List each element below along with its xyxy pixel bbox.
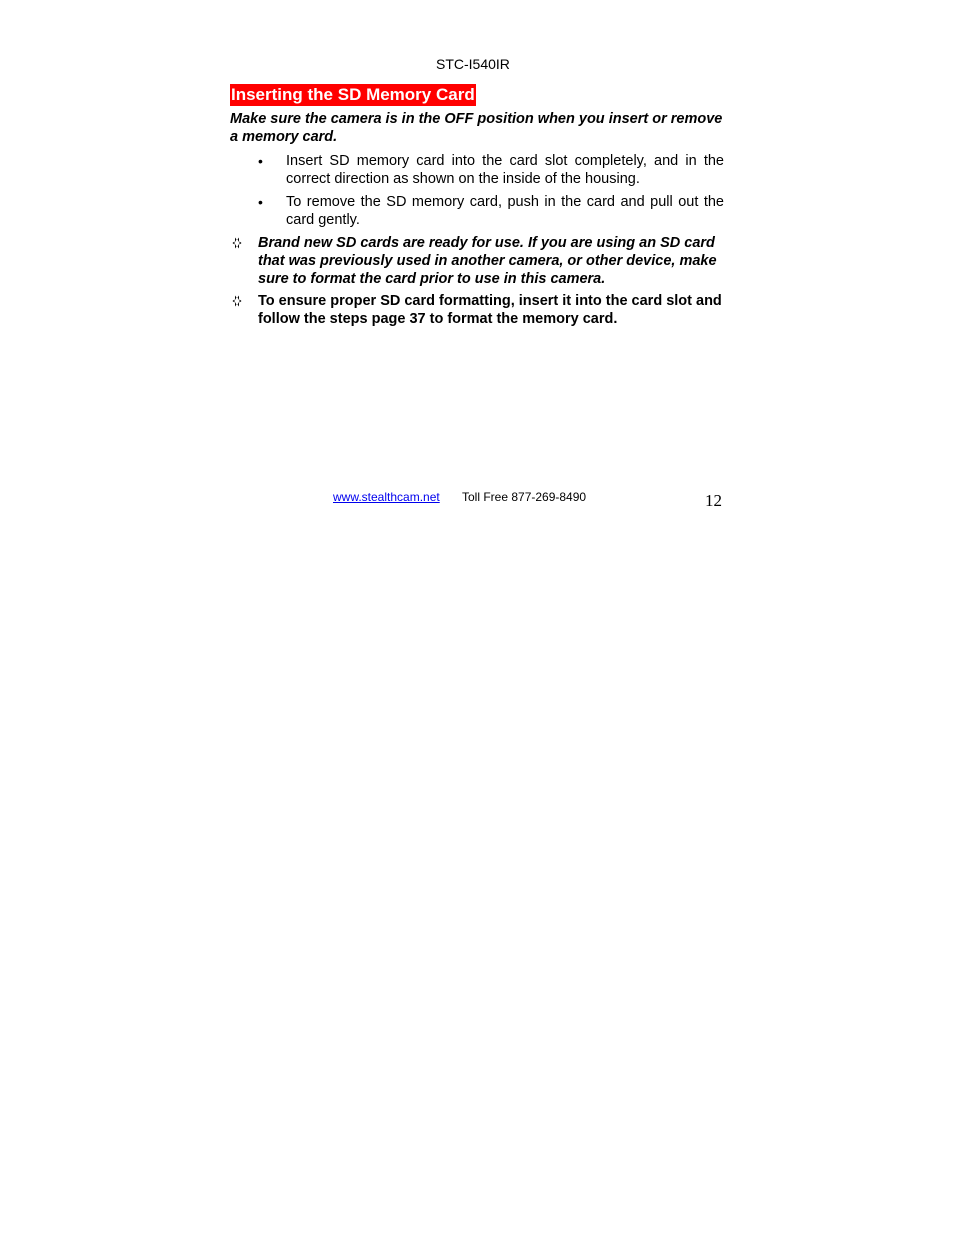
model-number: STC-I540IR [436, 56, 510, 72]
notes-list [230, 234, 724, 332]
list-item-text: To remove the SD memory card, push in the card and pull out the card gently. [286, 194, 724, 228]
note-text: Brand new SD cards are ready for use. If you are using an SD card that was previously used in another camera, or other device, make sure to format the card prior to use in this camera. [258, 235, 717, 287]
warning-text: Make sure the camera is in the OFF position when you insert or remove a memory card. [230, 111, 723, 145]
list-item [230, 193, 724, 229]
note-item [230, 292, 724, 328]
note-text: To ensure proper SD card formatting, insert it into the card slot and follow the steps page 37 to format the memory card. [258, 293, 722, 327]
bullet-dot-icon: • [258, 194, 263, 210]
note-item [230, 234, 724, 288]
bullet-dot-icon: • [258, 153, 263, 169]
website-link[interactable]: www.stealthcam.net [333, 490, 440, 504]
list-item [230, 152, 724, 188]
list-item-text: Insert SD memory card into the card slot completely, and in the correct direction as shown on the inside of the housing. [286, 153, 724, 187]
section-heading: Inserting the SD Memory Card [231, 85, 475, 104]
toll-free-number: Toll Free 877-269-8490 [462, 490, 587, 504]
diamond-note-icon [230, 292, 244, 310]
diamond-note-icon [230, 234, 244, 252]
instruction-list [230, 152, 724, 234]
page-number: 12 [705, 491, 722, 510]
